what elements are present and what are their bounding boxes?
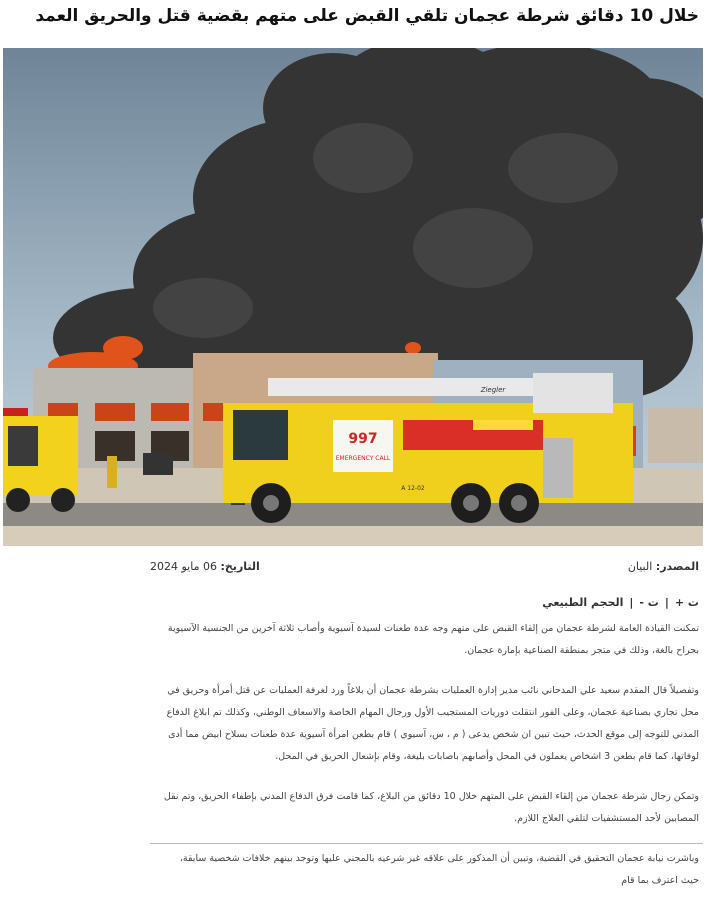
font-decrease-button[interactable]: ت -	[639, 596, 659, 609]
article-photo	[3, 48, 703, 546]
source-value: البيان	[627, 560, 653, 573]
date-value: 06 مايو 2024	[150, 560, 217, 573]
main-fire-truck	[223, 373, 633, 523]
divider	[150, 843, 703, 844]
font-size-controls	[542, 596, 699, 609]
font-normal-button[interactable]: الحجم الطبيعي	[542, 596, 624, 609]
article-paragraph: وتفصيلاً قال المقدم سعيد علي المدحاني نائب مدير إدارة العمليات بشرطة عجمان أن بلاغاً ورد لغرفة العمليات عن قتل أمرأة وحريق في محل تجاري بصناعية عجمان، وعلى الفور انتقلت دوريات المستجيب الأول ورجال المهام الخاصة والاسعاف الوطني، وكذلك تم ابلاغ الدفاع المدني للتوجه إلى موقع الحدث، حيث تبين ان شخص يدعى ( م ، س، آسيوي ) قام بطعن امرأة آسيوية عدة طعنات بسلاح ابيض مما أدى لوفاتها، كما قام بطعن 3 اشخاص يعملون في المحل وأصابهم باصابات بليغة، وقام بإشعال الحريق في المحل.	[166, 685, 699, 762]
article-headline: خلال 10 دقائق شرطة عجمان تلقي القبض على متهم بقضية قتل والحريق العمد	[35, 6, 699, 26]
crane-brand: Ziegler	[480, 386, 506, 394]
article-paragraph: وباشرت نيابة عجمان التحقيق في القضية، وتبين أن المذكور على علاقه غير شرعيه بالمجني عليها وتوجد بينهم خلافات شخصية سابقة، حيث اعترف بما قام	[179, 853, 699, 886]
font-separator: |	[664, 596, 669, 609]
truck-caption: EMERGENCY CALL	[335, 455, 391, 462]
article-meta	[150, 560, 699, 578]
truck-plate: A 12-02	[401, 485, 425, 492]
article-body	[160, 618, 699, 910]
font-increase-button[interactable]: ت +	[674, 596, 699, 609]
truck-number: 997	[348, 431, 378, 447]
source-label: المصدر:	[655, 560, 699, 573]
font-separator: |	[629, 596, 634, 609]
date-meta	[150, 560, 260, 573]
article-paragraph: وتمكن رجال شرطة عجمان من إلقاء القبض على المتهم خلال 10 دقائق من البلاغ، كما قامت فرق الدفاع المدني بإطفاء الحريق، وتم نقل المصابين لأحد المستشفيات لتلقي العلاج اللازم.	[163, 791, 699, 824]
date-label: التاريخ:	[220, 560, 260, 573]
source-meta	[628, 560, 699, 573]
article-paragraph: تمكنت القيادة العامة لشرطة عجمان من إلقاء القبض على متهم وجه عدة طعنات لسيدة آسيوية وأصاب ثلاثة آخرين من الجنسية الآسيوية بجراح بالغة، وذلك في متجر بمنطقة الصناعية بإمارة عجمان.	[167, 623, 699, 656]
